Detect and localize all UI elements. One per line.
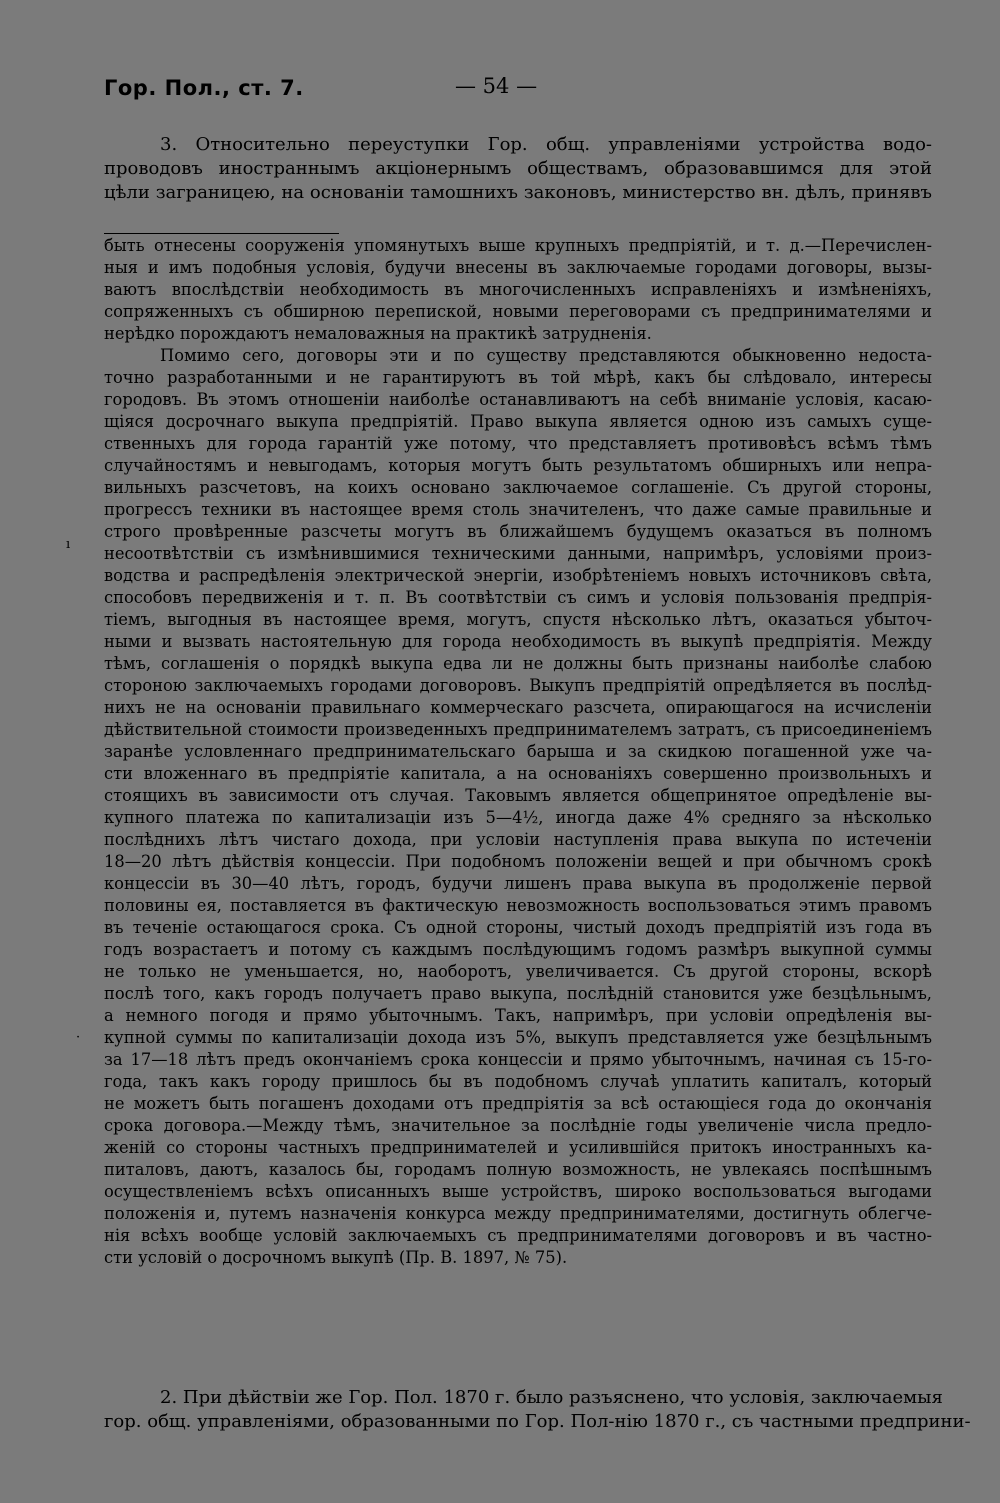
footnote-line: нія всѣхъ вообще условій заключаемыхъ съ предпринимателями договоровъ и въ частно-: [104, 1226, 932, 1245]
footnote-line: стороною заключаемыхъ городами договоровъ. Выкупъ предпріятій опредѣляется въ послѣд-: [104, 676, 932, 695]
footnote-line: купного платежа по капитализаціи изъ 5—4½, иногда даже 4% средняго за нѣсколько: [104, 808, 932, 827]
next-paragraph: [104, 1386, 971, 1434]
footnote-line: въ теченіе остающагося срока. Съ одной стороны, чистый доходъ предпріятій изъ года въ: [104, 918, 932, 937]
footnote-line: сти условій о досрочномъ выкупѣ (Пр. В. 1897, № 75).: [104, 1248, 568, 1267]
footnote-line: осуществленіемъ всѣхъ описанныхъ выше устройствъ, широко воспользоваться выгодами: [104, 1182, 932, 1201]
main-line: проводовъ иностраннымъ акціонернымъ обществамъ, образовавшимся для этой: [104, 158, 932, 179]
footnote-line: а немного погодя и прямо убыточнымъ. Такъ, напримѣръ, при условіи опредѣленія вы-: [104, 1006, 932, 1025]
footnote-line: точно разработанными и не гарантируютъ въ той мѣрѣ, какъ бы слѣдовало, интересы: [104, 368, 932, 387]
footnote-line: стоящихъ въ зависимости отъ случая. Таковымъ является общепринятое опредѣленіе вы-: [104, 786, 932, 805]
footnote-line: ными и вызвать настоятельную для города необходимость въ выкупѣ предпріятія. Между: [104, 632, 932, 651]
footnote-line: сопряженныхъ съ обширною перепиской, новыми переговорами съ предпринимателями и: [104, 302, 932, 321]
main-line: цѣли заграницею, на основаніи тамошнихъ законовъ, министерство вн. дѣлъ, принявъ: [104, 182, 932, 203]
footnote-line: срока договора.—Между тѣмъ, значительное за послѣдніе годы увеличеніе числа предло-: [104, 1116, 932, 1135]
footnote-line: положенія и, путемъ назначенія конкурса между предпринимателями, достигнуть облегче-: [104, 1204, 932, 1223]
margin-mark: ı: [66, 537, 71, 552]
footnote-line: тѣмъ, соглашенія о порядкѣ выкупа едва ли не должны быть признаны наиболѣе слабою: [104, 654, 932, 673]
footnote-line: женій со стороны частныхъ предпринимателей и усилившійся притокъ иностранныхъ ка-: [104, 1138, 932, 1157]
main-line: гор. общ. управленіями, образованными по Гор. Пол-нію 1870 г., съ частными предприни-: [104, 1411, 971, 1432]
footnote-line: ственныхъ для города гарантій уже потому, что представляетъ противовѣсъ всѣмъ тѣмъ: [104, 434, 932, 453]
footnote-line: за 17—18 лѣтъ предъ окончаніемъ срока концессіи и прямо убыточнымъ, начиная съ 15-го-: [104, 1050, 932, 1069]
footnote-line: питаловъ, даютъ, казалось бы, городамъ полную возможность, не увлекаясь поспѣшнымъ: [104, 1160, 932, 1179]
footnote-line: купной суммы по капитализаціи дохода изъ 5%, выкупъ представляется уже безцѣльнымъ: [104, 1028, 932, 1047]
footnote-line: ваютъ впослѣдствіи необходимость въ многочисленныхъ исправленіяхъ и измѣненіяхъ,: [104, 280, 932, 299]
footnote-line: послѣ того, какъ городъ получаетъ право выкупа, послѣдній становится уже безцѣльнымъ,: [104, 984, 932, 1003]
footnote-line: дѣйствительной стоимости произведенныхъ предпринимателемъ затратъ, съ присоединеніемъ: [104, 720, 932, 739]
footnote-line: щіяся досрочнаго выкупа предпріятій. Право выкупа является одною изъ самыхъ суще-: [104, 412, 932, 431]
main-paragraph: [104, 133, 932, 205]
footnote-line: послѣднихъ лѣтъ чистаго дохода, при условіи наступленія права выкупа по истеченіи: [104, 830, 932, 849]
footnote-line: прогрессъ техники въ настоящее время столь значителенъ, что даже самые правильные и: [104, 500, 932, 519]
footnote-line: строго провѣренные разсчеты могутъ въ ближайшемъ будущемъ оказаться въ полномъ: [104, 522, 932, 541]
footnote-line: нихъ не на основаніи правильнаго коммерческаго разсчета, опирающагося на исчисленіи: [104, 698, 932, 717]
main-line: 2. При дѣйствіи же Гор. Пол. 1870 г. было разъяснено, что условія, заключаемыя: [160, 1387, 943, 1408]
footnote-line: года, такъ какъ городу пришлось бы въ подобномъ случаѣ уплатить капиталъ, который: [104, 1072, 932, 1091]
footnote-text: [104, 235, 932, 1269]
margin-mark: ·: [76, 1030, 81, 1045]
running-head-reference: Гор. Пол., ст. 7.: [104, 76, 304, 100]
footnote-line: сти вложеннаго въ предпріятіе капитала, а на основаніяхъ совершенно произвольныхъ и: [104, 764, 932, 783]
footnote-line: концессіи въ 30—40 лѣтъ, городъ, будучи лишенъ права выкупа въ продолженіе первой: [104, 874, 932, 893]
footnote-line: не можетъ быть погашенъ доходами отъ предпріятія за всѣ остающіеся года до окончанія: [104, 1094, 932, 1113]
main-line: 3. Относительно переуступки Гор. общ. управленіями устройства водо-: [160, 134, 932, 155]
footnote-line: Помимо сего, договоры эти и по существу представляются обыкновенно недоста-: [160, 346, 932, 365]
page-number: — 54 —: [455, 74, 538, 98]
footnote-line: способовъ передвиженія и т. п. Въ соотвѣтствіи съ симъ и условія пользованія предпрія-: [104, 588, 932, 607]
footnote-line: заранѣе условленнаго предпринимательскаго барыша и за скидкою погашенной уже ча-: [104, 742, 932, 761]
footnote-line: несоотвѣтствіи съ измѣнившимися техническими данными, напримѣръ, условіями произ-: [104, 544, 932, 563]
footnote-line: ныя и имъ подобныя условія, будучи внесены въ заключаемые городами договоры, вызы-: [104, 258, 932, 277]
footnote-line: быть отнесены сооруженія упомянутыхъ выше крупныхъ предпріятій, и т. д.—Перечислен-: [104, 236, 932, 255]
footnote-line: половины ея, поставляется въ фактическую невозможность воспользоваться этимъ правомъ: [104, 896, 932, 915]
page-header: [0, 70, 1000, 110]
footnote-line: нерѣдко порождаютъ немаловажныя на практикѣ затрудненія.: [104, 324, 652, 343]
footnote-line: 18—20 лѣтъ дѣйствія концессіи. При подобномъ положеніи вещей и при обычномъ срокѣ: [104, 852, 932, 871]
footnote-divider: [104, 233, 339, 234]
footnote-line: годъ возрастаетъ и потому съ каждымъ послѣдующимъ годомъ размѣръ выкупной суммы: [104, 940, 932, 959]
footnote-line: водства и распредѣленія электрической энергіи, изобрѣтеніемъ новыхъ источниковъ свѣта,: [104, 566, 932, 585]
footnote-line: не только не уменьшается, но, наоборотъ, увеличивается. Съ другой стороны, вскорѣ: [104, 962, 932, 981]
footnote-line: тіемъ, выгодныя въ настоящее время, могутъ, спустя нѣсколько лѣтъ, оказаться убыточ-: [104, 610, 932, 629]
footnote-line: городовъ. Въ этомъ отношеніи наиболѣе останавливаютъ на себѣ вниманіе условія, касаю-: [104, 390, 932, 409]
footnote-line: вильныхъ разсчетовъ, на коихъ основано заключаемое соглашеніе. Съ другой стороны,: [104, 478, 932, 497]
footnote-line: случайностямъ и невыгодамъ, которыя могутъ быть результатомъ обширныхъ или непра-: [104, 456, 932, 475]
